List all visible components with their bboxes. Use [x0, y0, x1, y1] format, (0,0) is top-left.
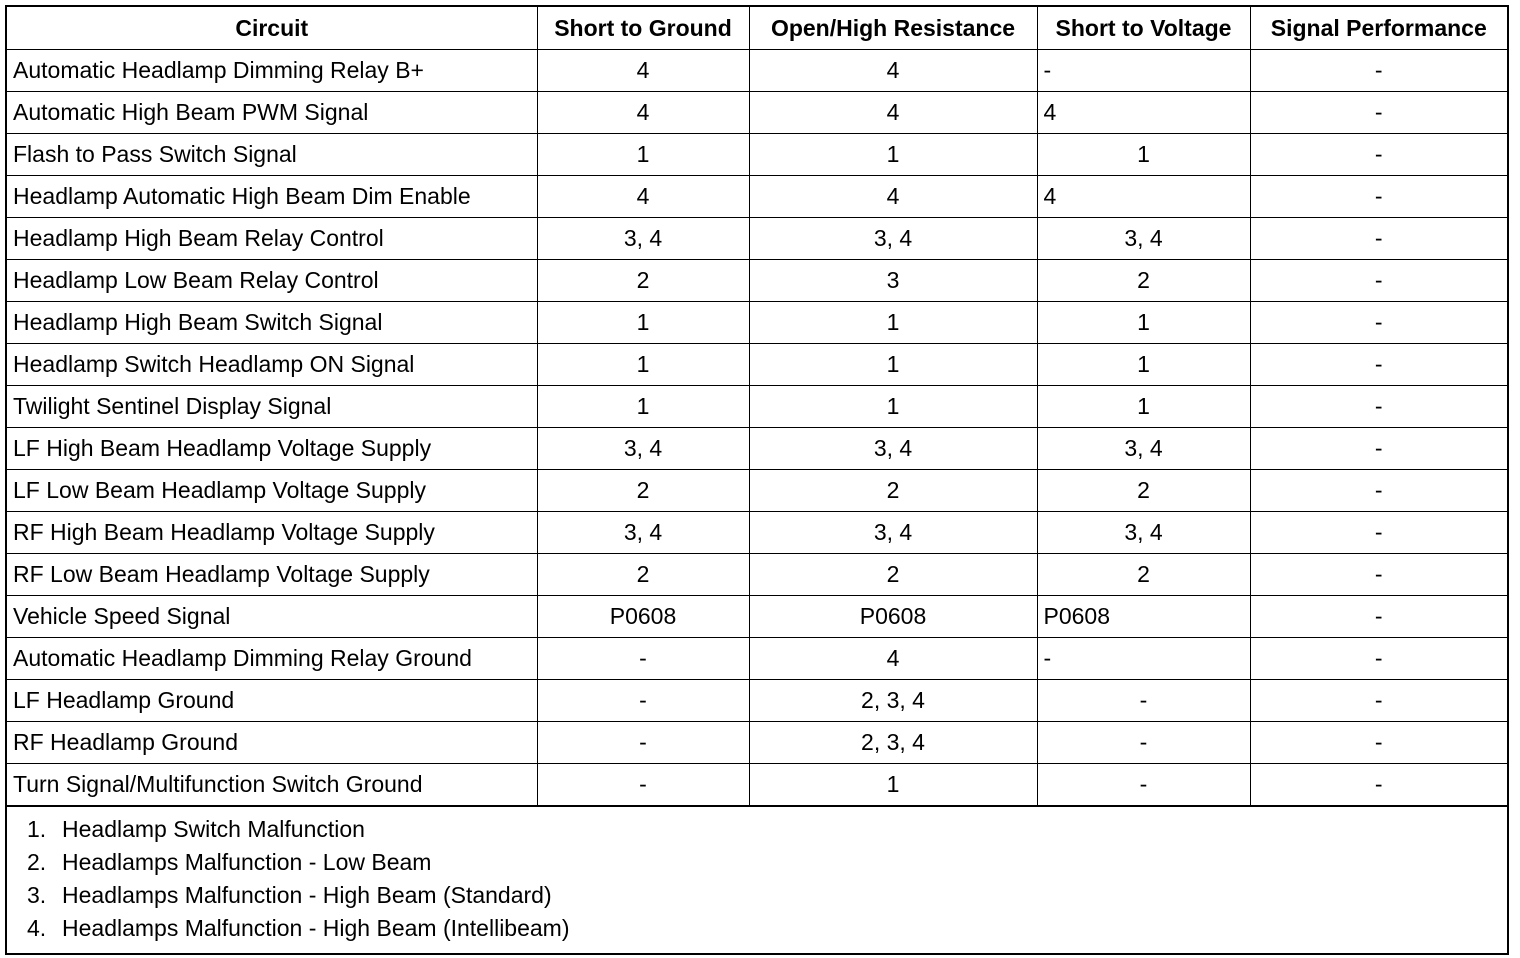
table-row — [7, 302, 1507, 344]
signal-performance-cell: - — [1250, 50, 1507, 92]
open-high-resistance-cell: 3 — [749, 260, 1037, 302]
short-to-voltage-cell: 2 — [1037, 260, 1250, 302]
open-high-resistance-cell: 4 — [749, 92, 1037, 134]
circuit-name-cell: Headlamp Low Beam Relay Control — [7, 260, 537, 302]
header-open-high-resistance: Open/High Resistance — [749, 7, 1037, 50]
footnote-text: Headlamp Switch Malfunction — [62, 816, 365, 842]
footnote-text: Headlamps Malfunction - High Beam (Standard) — [62, 882, 552, 908]
open-high-resistance-cell: 1 — [749, 134, 1037, 176]
footnote-text: Headlamps Malfunction - Low Beam — [62, 849, 432, 875]
signal-performance-cell: - — [1250, 638, 1507, 680]
signal-performance-cell: - — [1250, 344, 1507, 386]
short-to-voltage-cell: 2 — [1037, 554, 1250, 596]
circuit-name-cell: Headlamp Switch Headlamp ON Signal — [7, 344, 537, 386]
short-to-voltage-cell: - — [1037, 722, 1250, 764]
open-high-resistance-cell: 3, 4 — [749, 218, 1037, 260]
circuit-name-cell: Automatic Headlamp Dimming Relay Ground — [7, 638, 537, 680]
open-high-resistance-cell: 2 — [749, 470, 1037, 512]
circuit-name-cell: Twilight Sentinel Display Signal — [7, 386, 537, 428]
circuit-name-cell: Flash to Pass Switch Signal — [7, 134, 537, 176]
signal-performance-cell: - — [1250, 428, 1507, 470]
circuit-name-cell: Headlamp High Beam Relay Control — [7, 218, 537, 260]
signal-performance-cell: - — [1250, 680, 1507, 722]
short-to-voltage-cell: - — [1037, 638, 1250, 680]
open-high-resistance-cell: 4 — [749, 638, 1037, 680]
open-high-resistance-cell: 1 — [749, 764, 1037, 806]
short-to-ground-cell: 1 — [537, 344, 749, 386]
short-to-voltage-cell: 1 — [1037, 134, 1250, 176]
circuit-fault-table — [7, 7, 1507, 806]
short-to-ground-cell: 2 — [537, 260, 749, 302]
short-to-voltage-cell: 3, 4 — [1037, 218, 1250, 260]
short-to-voltage-cell: 4 — [1037, 176, 1250, 218]
short-to-ground-cell: 4 — [537, 92, 749, 134]
signal-performance-cell: - — [1250, 176, 1507, 218]
short-to-voltage-cell: - — [1037, 764, 1250, 806]
signal-performance-cell: - — [1250, 596, 1507, 638]
short-to-voltage-cell: 1 — [1037, 386, 1250, 428]
short-to-ground-cell: - — [537, 680, 749, 722]
footnote-number: 2. — [27, 849, 47, 875]
footnote-number: 1. — [27, 816, 47, 842]
short-to-voltage-cell: 3, 4 — [1037, 428, 1250, 470]
table-row — [7, 176, 1507, 218]
signal-performance-cell: - — [1250, 722, 1507, 764]
table-row — [7, 764, 1507, 806]
short-to-ground-cell: 2 — [537, 554, 749, 596]
table-row — [7, 512, 1507, 554]
footnote-text: Headlamps Malfunction - High Beam (Intellibeam) — [62, 915, 570, 941]
signal-performance-cell: - — [1250, 470, 1507, 512]
signal-performance-cell: - — [1250, 764, 1507, 806]
header-circuit: Circuit — [7, 7, 537, 50]
header-short-to-voltage: Short to Voltage — [1037, 7, 1250, 50]
short-to-voltage-cell: 1 — [1037, 344, 1250, 386]
circuit-name-cell: Headlamp Automatic High Beam Dim Enable — [7, 176, 537, 218]
footnote-number: 3. — [27, 882, 47, 908]
signal-performance-cell: - — [1250, 218, 1507, 260]
circuit-name-cell: RF Headlamp Ground — [7, 722, 537, 764]
short-to-voltage-cell: - — [1037, 50, 1250, 92]
footnote-item — [27, 912, 1507, 945]
open-high-resistance-cell: 4 — [749, 50, 1037, 92]
short-to-ground-cell: 1 — [537, 386, 749, 428]
circuit-name-cell: Automatic Headlamp Dimming Relay B+ — [7, 50, 537, 92]
open-high-resistance-cell: 1 — [749, 386, 1037, 428]
circuit-name-cell: Turn Signal/Multifunction Switch Ground — [7, 764, 537, 806]
circuit-name-cell: Headlamp High Beam Switch Signal — [7, 302, 537, 344]
short-to-ground-cell: 4 — [537, 176, 749, 218]
short-to-voltage-cell: 4 — [1037, 92, 1250, 134]
signal-performance-cell: - — [1250, 134, 1507, 176]
signal-performance-cell: - — [1250, 554, 1507, 596]
header-row — [7, 7, 1507, 50]
table-row — [7, 554, 1507, 596]
table-row — [7, 386, 1507, 428]
footnote-number: 4. — [27, 915, 47, 941]
signal-performance-cell: - — [1250, 260, 1507, 302]
short-to-ground-cell: 2 — [537, 470, 749, 512]
header-short-to-ground: Short to Ground — [537, 7, 749, 50]
open-high-resistance-cell: 3, 4 — [749, 428, 1037, 470]
short-to-voltage-cell: 1 — [1037, 302, 1250, 344]
open-high-resistance-cell: P0608 — [749, 596, 1037, 638]
circuit-name-cell: Vehicle Speed Signal — [7, 596, 537, 638]
signal-performance-cell: - — [1250, 92, 1507, 134]
circuit-name-cell: RF High Beam Headlamp Voltage Supply — [7, 512, 537, 554]
circuit-name-cell: LF Low Beam Headlamp Voltage Supply — [7, 470, 537, 512]
header-signal-performance: Signal Performance — [1250, 7, 1507, 50]
short-to-ground-cell: - — [537, 764, 749, 806]
short-to-ground-cell: 3, 4 — [537, 218, 749, 260]
table-row — [7, 260, 1507, 302]
short-to-ground-cell: 4 — [537, 50, 749, 92]
short-to-voltage-cell: P0608 — [1037, 596, 1250, 638]
circuit-name-cell: Automatic High Beam PWM Signal — [7, 92, 537, 134]
table-row — [7, 218, 1507, 260]
table-row — [7, 596, 1507, 638]
footnotes — [7, 806, 1507, 945]
circuit-name-cell: LF High Beam Headlamp Voltage Supply — [7, 428, 537, 470]
circuit-name-cell: RF Low Beam Headlamp Voltage Supply — [7, 554, 537, 596]
short-to-ground-cell: - — [537, 722, 749, 764]
table-row — [7, 638, 1507, 680]
open-high-resistance-cell: 2, 3, 4 — [749, 722, 1037, 764]
short-to-voltage-cell: - — [1037, 680, 1250, 722]
short-to-ground-cell: 1 — [537, 302, 749, 344]
table-row — [7, 50, 1507, 92]
table-row — [7, 92, 1507, 134]
footnote-item — [27, 846, 1507, 879]
short-to-ground-cell: P0608 — [537, 596, 749, 638]
open-high-resistance-cell: 2 — [749, 554, 1037, 596]
short-to-voltage-cell: 2 — [1037, 470, 1250, 512]
open-high-resistance-cell: 3, 4 — [749, 512, 1037, 554]
signal-performance-cell: - — [1250, 512, 1507, 554]
table-row — [7, 428, 1507, 470]
open-high-resistance-cell: 1 — [749, 302, 1037, 344]
footnote-item — [27, 813, 1507, 846]
footnote-item — [27, 879, 1507, 912]
short-to-voltage-cell: 3, 4 — [1037, 512, 1250, 554]
dtc-circuit-table-frame — [5, 5, 1509, 955]
table-row — [7, 344, 1507, 386]
table-row — [7, 722, 1507, 764]
open-high-resistance-cell: 1 — [749, 344, 1037, 386]
short-to-ground-cell: 1 — [537, 134, 749, 176]
table-row — [7, 470, 1507, 512]
short-to-ground-cell: - — [537, 638, 749, 680]
circuit-name-cell: LF Headlamp Ground — [7, 680, 537, 722]
table-row — [7, 680, 1507, 722]
open-high-resistance-cell: 2, 3, 4 — [749, 680, 1037, 722]
signal-performance-cell: - — [1250, 386, 1507, 428]
short-to-ground-cell: 3, 4 — [537, 512, 749, 554]
signal-performance-cell: - — [1250, 302, 1507, 344]
table-row — [7, 134, 1507, 176]
open-high-resistance-cell: 4 — [749, 176, 1037, 218]
short-to-ground-cell: 3, 4 — [537, 428, 749, 470]
